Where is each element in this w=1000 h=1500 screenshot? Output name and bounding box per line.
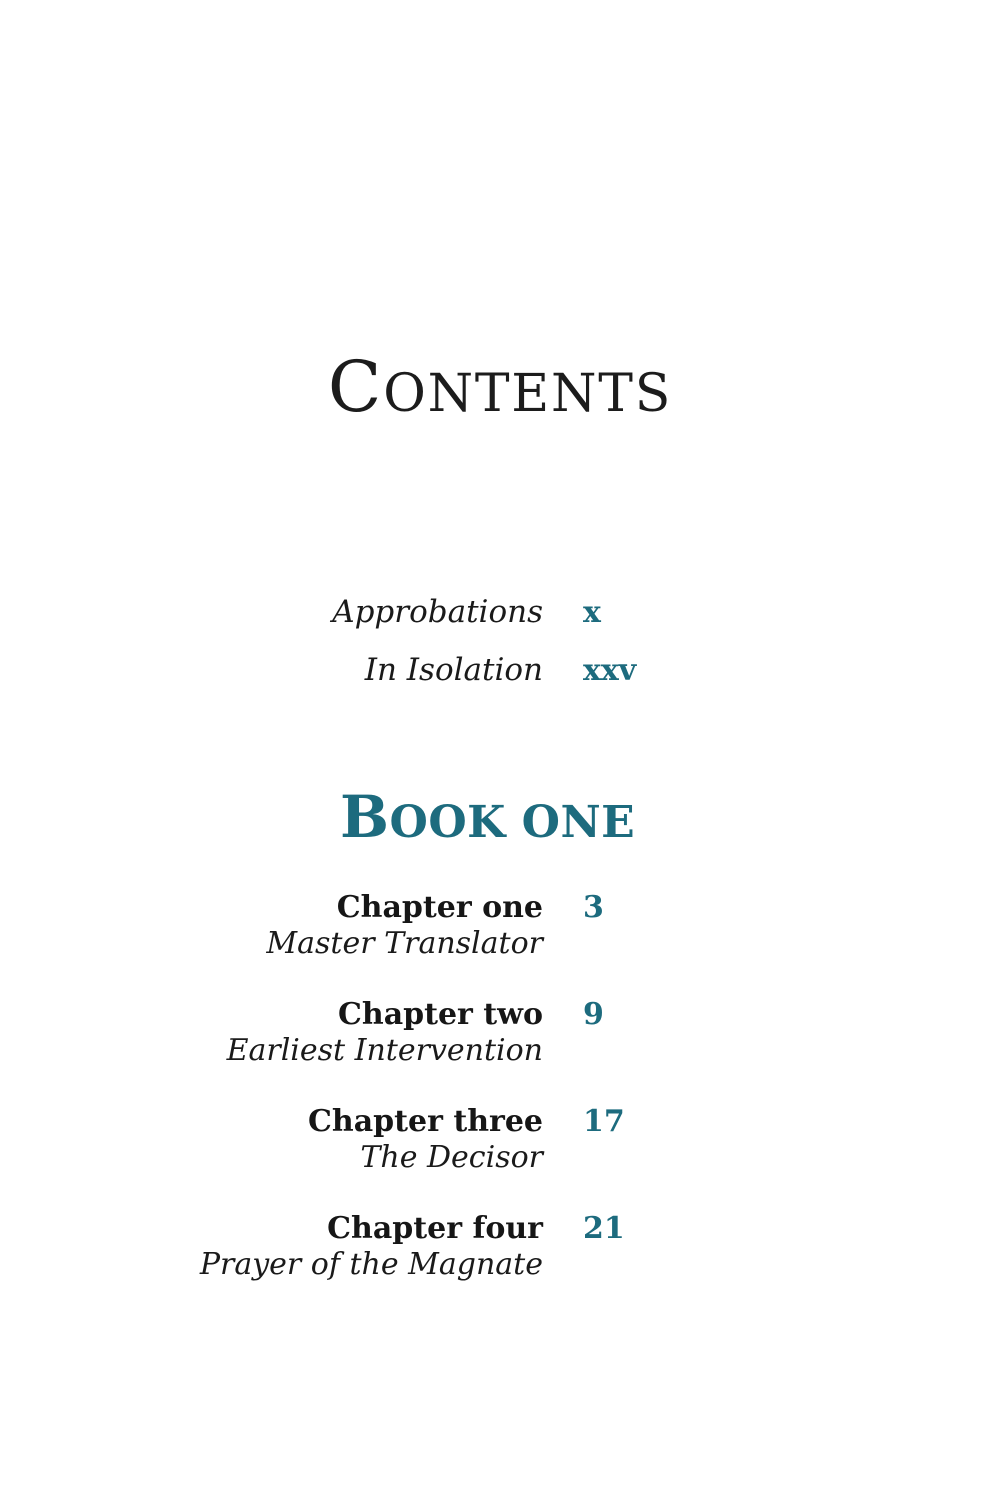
page-number: xxv — [583, 653, 637, 688]
toc-entry-chapter-two — [0, 997, 1000, 1069]
page-title-initial: C — [327, 346, 384, 428]
book-one-heading — [340, 783, 1000, 851]
page-number: 9 — [583, 997, 604, 1032]
page-number: 17 — [583, 1104, 625, 1139]
chapter-subtitle: Earliest Intervention — [226, 1033, 543, 1068]
toc-entry-page-cell — [583, 890, 1000, 925]
page-title — [0, 0, 1000, 428]
toc-entry-page-cell — [583, 997, 1000, 1032]
front-matter-title: Approbations — [332, 594, 543, 630]
chapter-subtitle: The Decisor — [360, 1140, 543, 1175]
chapter-subtitle: Master Translator — [266, 926, 543, 961]
chapter-list — [0, 890, 1000, 1283]
toc-entry-page-cell — [583, 1211, 1000, 1246]
toc-entry-page-cell — [583, 653, 1000, 688]
toc-entry-chapter-one — [0, 890, 1000, 962]
toc-entry-title-cell — [0, 890, 543, 962]
toc-entry-page-cell — [583, 1104, 1000, 1139]
book-one-heading-initial: B — [340, 783, 390, 851]
toc-entry-title-cell — [0, 997, 543, 1069]
toc-entry-page-cell — [583, 595, 1000, 630]
page-number: x — [583, 595, 601, 630]
book-one-heading-rest: OOK ONE — [389, 797, 636, 848]
toc-entry-title-cell — [0, 1211, 543, 1283]
page-number: 3 — [583, 890, 604, 925]
chapter-label: Chapter three — [308, 1104, 543, 1139]
toc-entry-chapter-three — [0, 1104, 1000, 1176]
toc-entry-title-cell — [0, 594, 543, 631]
toc-entry-chapter-four — [0, 1211, 1000, 1283]
page-number: 21 — [583, 1211, 625, 1246]
front-matter-title: In Isolation — [364, 652, 543, 688]
toc-entry-in-isolation — [0, 652, 1000, 689]
front-matter-list — [0, 594, 1000, 689]
toc-entry-approbations — [0, 594, 1000, 631]
toc-entry-title-cell — [0, 1104, 543, 1176]
chapter-label: Chapter one — [336, 890, 543, 925]
chapter-label: Chapter four — [327, 1211, 543, 1246]
page-title-rest: ONTENTS — [383, 364, 673, 424]
chapter-label: Chapter two — [338, 997, 543, 1032]
toc-entry-title-cell — [0, 652, 543, 689]
chapter-subtitle: Prayer of the Magnate — [199, 1247, 543, 1282]
